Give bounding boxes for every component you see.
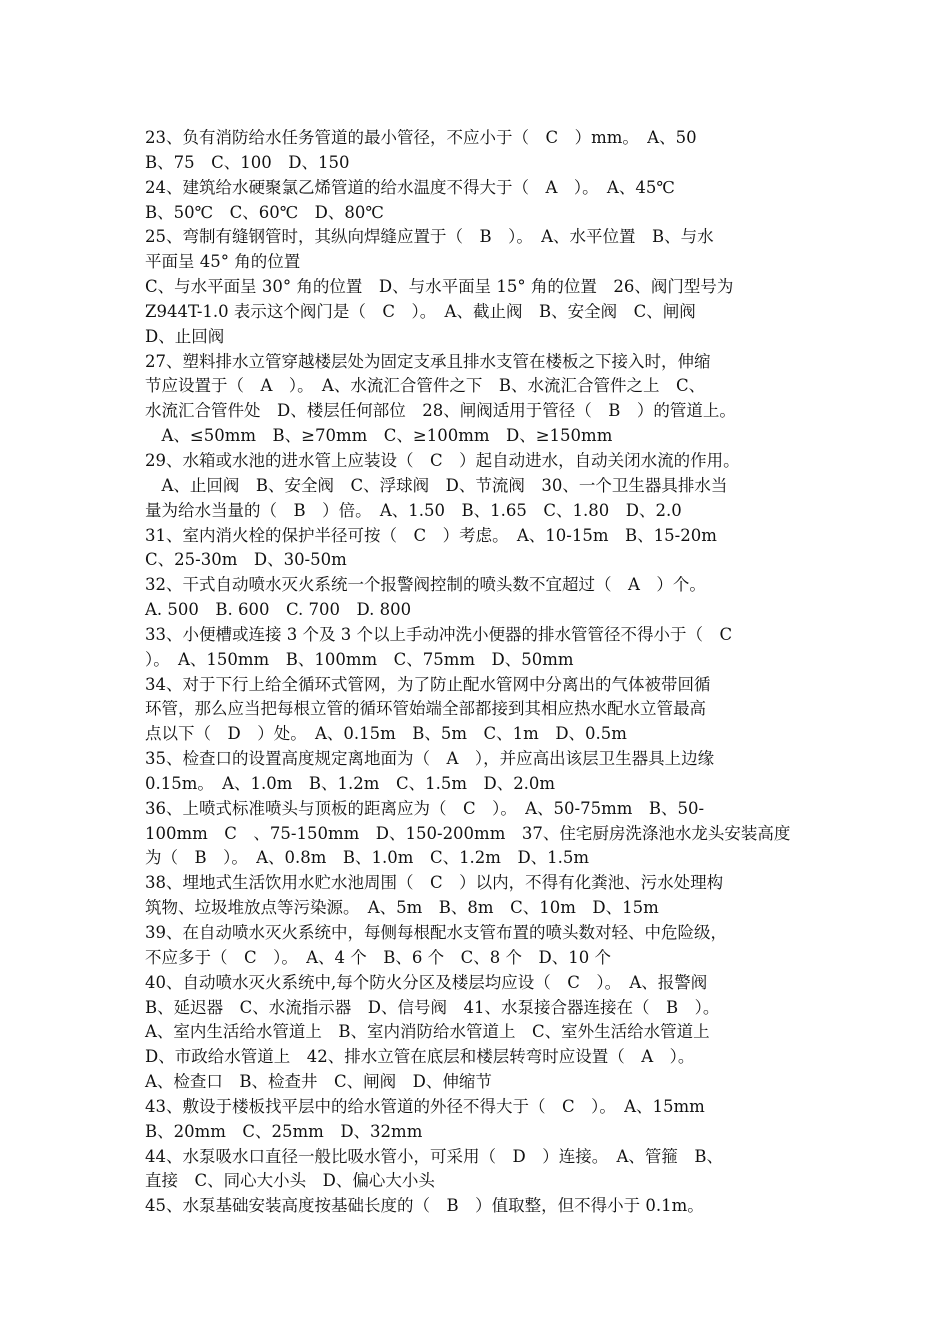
text-line: 31、室内消火栓的保护半径可按（ C ）考虑。 A、10-15m B、15-20m	[145, 525, 717, 545]
text-line: 25、弯制有缝钢管时，其纵向焊缝应置于（ B ）。 A、水平位置 B、与水	[145, 227, 714, 247]
text-line: B、50℃ C、60℃ D、80℃	[145, 202, 384, 222]
text-line: 100mm C 、75-150mm D、150-200mm 37、住宅厨房洗涤池水龙头安装高度	[145, 823, 791, 843]
text-line: 水流汇合管件处 D、楼层任何部位 28、闸阀适用于管径（ B ）的管道上。	[145, 401, 736, 421]
text-line: 36、上喷式标准喷头与顶板的距离应为（ C ）。 A、50-75mm B、50-	[145, 798, 705, 818]
text-line: 40、自动喷水灭火系统中,每个防火分区及楼层均应设（ C ）。 A、报警阀	[145, 972, 708, 992]
text-line: C、25-30m D、30-50m	[145, 550, 347, 570]
text-line: 34、对于下行上给全循环式管网，为了防止配水管网中分离出的气体被带回循	[145, 674, 711, 694]
text-line: Z944T-1.0 表示这个阀门是（ C ）。 A、截止阀 B、安全阀 C、闸阀	[145, 301, 696, 321]
text-line: 量为给水当量的（ B ）倍。 A、1.50 B、1.65 C、1.80 D、2.0	[145, 500, 682, 520]
text-line: D、市政给水管道上 42、排水立管在底层和楼层转弯时应设置（ A ）。	[145, 1047, 695, 1067]
text-line: 为（ B ）。 A、0.8m B、1.0m C、1.2m D、1.5m	[145, 848, 590, 868]
text-line: A、室内生活给水管道上 B、室内消防给水管道上 C、室外生活给水管道上	[145, 1022, 710, 1042]
text-line: 23、负有消防给水任务管道的最小管径，不应小于（ C ）mm。 A、50	[145, 128, 697, 147]
document-body	[145, 126, 825, 1219]
text-line: 44、水泵吸水口直径一般比吸水管小，可采用（ D ）连接。 A、管箍 B、	[145, 1146, 724, 1166]
text-line: A、≤50mm B、≥70mm C、≥100mm D、≥150mm	[145, 426, 613, 446]
text-line: 不应多于（ C ）。 A、4 个 B、6 个 C、8 个 D、10 个	[145, 947, 611, 967]
text-line: A、检查口 B、检查井 C、闸阀 D、伸缩节	[145, 1072, 492, 1092]
text-line: 39、在自动喷水灭火系统中，每侧每根配水支管布置的喷头数对轻、中危险级，	[145, 923, 727, 942]
text-line: 35、检查口的设置高度规定离地面为（ A ），并应高出该层卫生器具上边缘	[145, 749, 715, 769]
text-line: C、与水平面呈 30° 角的位置 D、与水平面呈 15° 角的位置 26、阀门型号为	[145, 277, 734, 297]
text-line: 0.15m。 A、1.0m B、1.2m C、1.5m D、2.0m	[145, 773, 556, 793]
text-line: 直接 C、同心大小头 D、偏心大小头	[145, 1171, 435, 1191]
text-line: 节应设置于（ A ）。 A、水流汇合管件之下 B、水流汇合管件之上 C、	[145, 376, 706, 396]
text-line: D、止回阀	[145, 326, 225, 346]
text-line: B、延迟器 C、水流指示器 D、信号阀 41、水泵接合器连接在（ B ）。	[145, 997, 720, 1017]
text-line: B、20mm C、25mm D、32mm	[145, 1121, 423, 1141]
text-line: 33、小便槽或连接 3 个及 3 个以上手动冲洗小便器的排水管管径不得小于（ C	[145, 624, 733, 644]
text-line: 24、建筑给水硬聚氯乙烯管道的给水温度不得大于（ A ）。 A、45℃	[145, 177, 675, 197]
text-line: 平面呈 45° 角的位置	[145, 252, 301, 272]
text-line: 43、敷设于楼板找平层中的给水管道的外径不得大于（ C ）。 A、15mm	[145, 1096, 705, 1116]
text-line: 筑物、垃圾堆放点等污染源。 A、5m B、8m C、10m D、15m	[145, 898, 659, 918]
text-line: 27、塑料排水立管穿越楼层处为固定支承且排水支管在楼板之下接入时，伸缩	[145, 351, 711, 371]
text-line: 38、埋地式生活饮用水贮水池周围（ C ）以内，不得有化粪池、污水处理构	[145, 873, 724, 893]
text-line: 点以下（ D ）处。 A、0.15m B、5m C、1m D、0.5m	[145, 724, 627, 744]
text-line: A、止回阀 B、安全阀 C、浮球阀 D、节流阀 30、一个卫生器具排水当	[145, 475, 728, 495]
text-line: 45、水泵基础安装高度按基础长度的（ B ）值取整，但不得小于 0.1m。	[145, 1196, 704, 1216]
text-line: A. 500 B. 600 C. 700 D. 800	[145, 600, 412, 620]
text-line: 环管，那么应当把每根立管的循环管始端全部都接到其相应热水配水立管最高	[145, 699, 706, 719]
text-line: 29、水箱或水池的进水管上应装设（ C ）起自动进水，自动关闭水流的作用。	[145, 450, 740, 470]
text-line: 32、干式自动喷水灭火系统一个报警阀控制的喷头数不宜超过（ A ）个。	[145, 575, 706, 595]
text-line: ）。 A、150mm B、100mm C、75mm D、50mm	[145, 649, 574, 669]
text-line: B、75 C、100 D、150	[145, 152, 350, 172]
